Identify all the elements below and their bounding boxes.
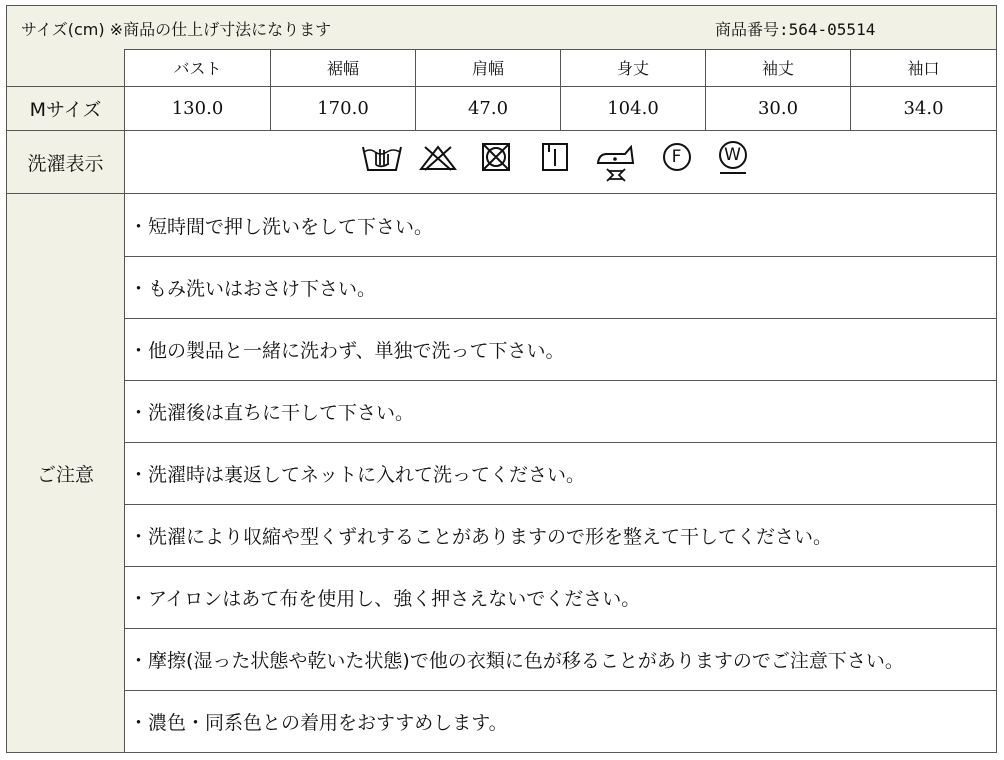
note-item: ・他の製品と一緒に洗わず、単独で洗って下さい。 [125, 319, 996, 381]
value-sleeve-length: 30.0 [706, 87, 851, 131]
do-not-bleach-icon [419, 145, 457, 171]
value-hem-width: 170.0 [271, 87, 416, 131]
col-header-length: 身丈 [561, 49, 706, 87]
col-header-hem-width: 裾幅 [271, 49, 416, 87]
note-item: ・短時間で押し洗いをして下さい。 [125, 194, 996, 257]
col-header-bust: バスト [125, 49, 271, 87]
wet-clean-w-icon [717, 139, 749, 179]
size-note: サイズ(cm) ※商品の仕上げ寸法になります [21, 20, 332, 39]
value-bust: 130.0 [125, 87, 271, 131]
dry-clean-f-letter: F [671, 147, 682, 167]
size-care-sheet [6, 5, 997, 753]
value-length: 104.0 [561, 87, 706, 131]
care-label: 洗濯表示 [7, 131, 125, 194]
value-shoulder-width: 47.0 [416, 87, 561, 131]
notes-label: ご注意 [7, 194, 125, 752]
sheet-header [7, 6, 996, 50]
note-item: ・洗濯により収縮や型くずれすることがありますので形を整えて干してください。 [125, 505, 996, 567]
care-icons-cell [125, 131, 996, 194]
row-label-m-size: Mサイズ [7, 87, 125, 131]
note-item: ・摩擦(湿った状態や乾いた状態)で他の衣類に色が移ることがありますのでご注意下さい。 [125, 629, 996, 691]
note-item: ・もみ洗いはおさけ下さい。 [125, 257, 996, 319]
iron-low-no-steam-icon [595, 141, 637, 185]
hand-wash-icon [361, 143, 403, 173]
note-item: ・アイロンはあて布を使用し、強く押さえないでください。 [125, 567, 996, 629]
note-item: ・洗濯後は直ちに干して下さい。 [125, 381, 996, 443]
note-item: ・濃色・同系色との着用をおすすめします。 [129, 712, 508, 734]
col-header-sleeve-length: 袖丈 [706, 49, 851, 87]
col-header-shoulder-width: 肩幅 [416, 49, 561, 87]
note-item: ・洗濯時は裏返してネットに入れて洗ってください。 [125, 443, 996, 505]
do-not-tumble-dry-icon [481, 142, 511, 172]
corner-cell [7, 49, 125, 87]
value-cuff: 34.0 [851, 87, 996, 131]
dry-clean-f-icon [661, 141, 693, 173]
drip-dry-icon [541, 142, 569, 172]
wet-clean-w-letter: W [724, 145, 741, 165]
col-header-cuff: 袖口 [851, 49, 996, 87]
product-number: 商品番号:564-05514 [715, 20, 876, 39]
care-icons-row [361, 137, 761, 187]
